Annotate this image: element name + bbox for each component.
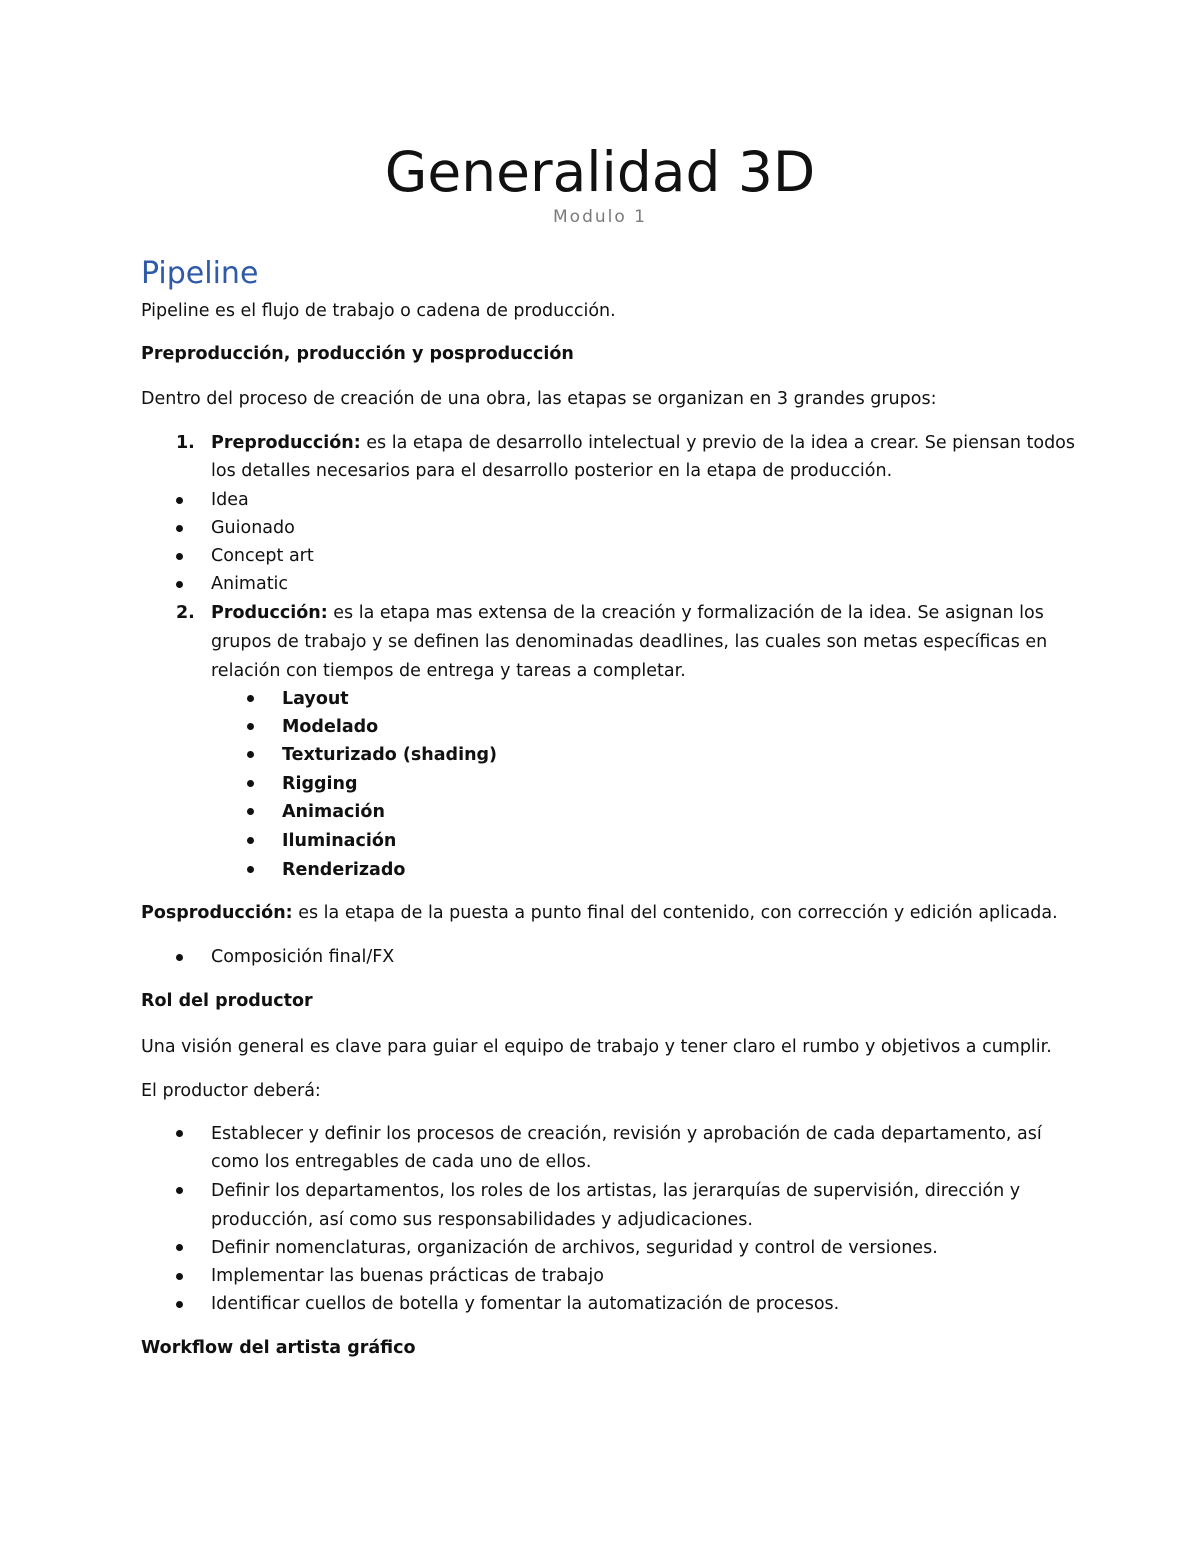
bullet-icon [247,808,254,815]
list-item-label: Preproducción: [211,433,361,453]
list-item: Renderizado [282,860,406,880]
bullet-icon [247,837,254,844]
stages-paragraph: Dentro del proceso de creación de una obra, las etapas se organizan en 3 grandes grupos: [141,389,937,409]
list-marker-2: 2. [176,603,195,623]
list-item: Concept art [211,546,314,566]
heading-pipeline: Pipeline [141,256,259,291]
rol-paragraph: Una visión general es clave para guiar el equipo de trabajo y tener claro el rumbo y objetivos a cumplir. [141,1037,1052,1057]
list-item-text-continued: los detalles necesarios para el desarrollo posterior en la etapa de producción. [211,461,893,481]
list-item-preproduccion [211,429,1075,457]
list-item: Identificar cuellos de botella y fomentar la automatización de procesos. [211,1294,840,1314]
list-item: Implementar las buenas prácticas de trabajo [211,1266,604,1286]
bullet-icon [176,525,183,532]
bullet-icon [247,751,254,758]
list-item: Definir nomenclaturas, organización de archivos, seguridad y control de versiones. [211,1238,938,1258]
posproduccion-label: Posproducción: [141,903,293,923]
bullet-icon [176,1187,183,1194]
list-item-text-continued: grupos de trabajo y se definen las denominadas deadlines, las cuales son metas específicas en [211,632,1048,652]
section-heading-workflow: Workflow del artista gráfico [141,1338,416,1358]
section-heading-stages: Preproducción, producción y posproducción [141,344,574,364]
bullet-icon [247,695,254,702]
list-item: Establecer y definir los procesos de creación, revisión y aprobación de cada departamento, así [211,1124,1042,1144]
bullet-icon [247,866,254,873]
list-item: Animación [282,802,385,822]
list-item-text-continued: como los entregables de cada uno de ellos. [211,1152,592,1172]
list-item-text-continued: relación con tiempos de entrega y tareas a completar. [211,661,686,681]
bullet-icon [176,1130,183,1137]
bullet-icon [247,780,254,787]
bullet-icon [176,1301,183,1308]
list-item-text: es la etapa de desarrollo intelectual y previo de la idea a crear. Se piensan todos [360,433,1075,453]
list-item: Guionado [211,518,295,538]
list-item: Idea [211,490,249,510]
bullet-icon [247,723,254,730]
intro-paragraph: Pipeline es el flujo de trabajo o cadena de producción. [141,301,616,321]
list-item: Rigging [282,774,358,794]
posproduccion-paragraph [141,899,1058,927]
list-item: Animatic [211,574,289,594]
bullet-icon [176,497,183,504]
bullet-icon [176,1244,183,1251]
bullet-icon [176,1273,183,1280]
section-heading-rol: Rol del productor [141,991,313,1011]
bullet-icon [176,553,183,560]
list-item: Modelado [282,717,379,737]
list-item-text: es la etapa mas extensa de la creación y formalización de la idea. Se asignan los [327,603,1044,623]
list-item: Iluminación [282,831,397,851]
rol-intro: El productor deberá: [141,1081,321,1101]
list-item: Texturizado (shading) [282,745,498,765]
document-subtitle: Modulo 1 [553,207,647,227]
list-item-text-continued: producción, así como sus responsabilidades y adjudicaciones. [211,1210,753,1230]
list-item-produccion [211,599,1044,627]
bullet-icon [176,954,183,961]
document-title: Generalidad 3D [384,140,816,204]
list-item-label: Producción: [211,603,328,623]
list-item: Composición final/FX [211,947,395,967]
list-item: Layout [282,689,349,709]
list-item: Definir los departamentos, los roles de los artistas, las jerarquías de supervisión, dirección y [211,1181,1021,1201]
posproduccion-text: es la etapa de la puesta a punto final del contenido, con corrección y edición aplicada. [292,903,1058,923]
bullet-icon [176,581,183,588]
list-marker-1: 1. [176,433,195,453]
